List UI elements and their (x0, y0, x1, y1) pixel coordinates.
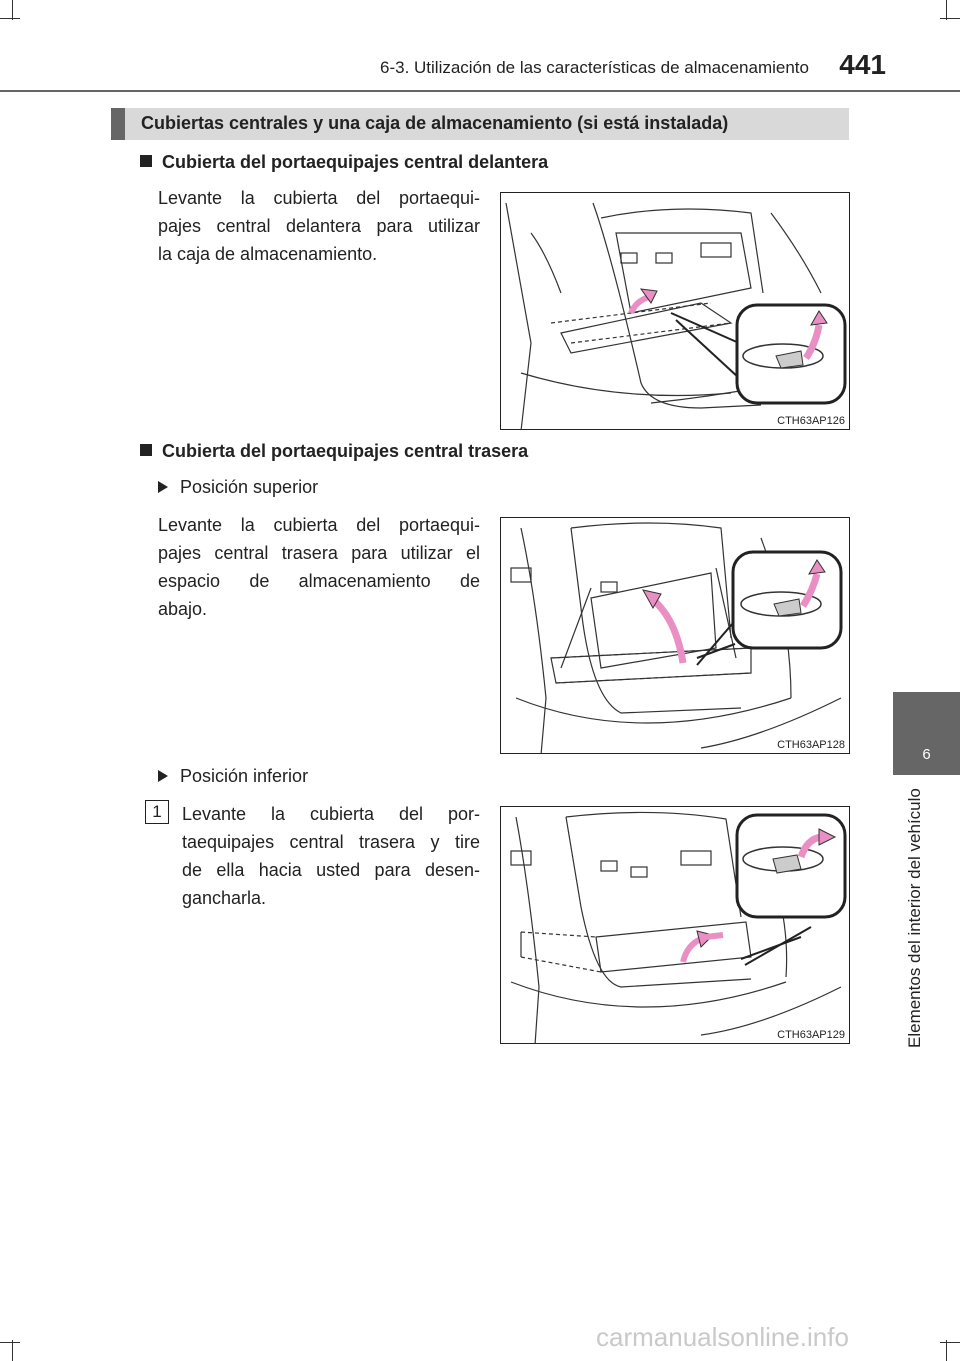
crop-mark (940, 18, 960, 19)
subsection-title: Posición inferior (158, 766, 308, 787)
crop-mark (940, 1342, 960, 1343)
section-heading: Cubierta del portaequipajes central delantera (140, 152, 548, 173)
chapter-number: 6 (922, 746, 931, 763)
section-heading: Cubierta del portaequipajes central trasera (140, 441, 528, 462)
figure-code: CTH63AP126 (777, 415, 845, 427)
banner-title: Cubiertas centrales y una caja de almacenamiento (si está instalada) (141, 113, 729, 133)
crop-mark (0, 1342, 20, 1343)
crop-mark (0, 18, 20, 19)
section-header: 6-3. Utilización de las características de almacenamiento (380, 58, 809, 77)
chapter-title: Elementos del interior del vehículo (905, 788, 924, 1048)
crop-mark (946, 0, 947, 20)
crop-mark (946, 1340, 947, 1361)
triangle-bullet-icon (158, 481, 168, 493)
topic-banner (111, 108, 849, 140)
illustration-rear-cover-lower (500, 806, 850, 1044)
illustration-rear-cover-upper (500, 517, 850, 754)
chapter-tab (893, 692, 960, 775)
instruction-text: Levante la cubierta del por- taequipajes central trasera y tire de ella hacia usted para desen- gancharla. (182, 804, 480, 908)
figure-code: CTH63AP128 (777, 739, 845, 751)
subsection-title: Posición superior (158, 477, 318, 498)
step-number-badge: 1 (145, 800, 169, 824)
triangle-bullet-icon (158, 770, 168, 782)
watermark: carmanualsonline.info (596, 1322, 849, 1352)
figure-code: CTH63AP129 (777, 1029, 845, 1041)
crop-mark (12, 0, 13, 20)
crop-mark (12, 1340, 13, 1361)
square-bullet-icon (140, 155, 152, 167)
square-bullet-icon (140, 444, 152, 456)
illustration-front-cover (500, 192, 850, 430)
instruction-text: Levante la cubierta del portaequi- pajes central delantera para utilizar la caja de almacenamiento. (158, 188, 480, 264)
cargo-cover-illustration (501, 518, 850, 754)
instruction-text: Levante la cubierta del portaequi- pajes central trasera para utilizar el espacio de almacenamiento de abajo. (158, 515, 480, 619)
cargo-cover-illustration (501, 193, 850, 430)
cargo-cover-illustration (501, 807, 850, 1044)
inset-detail-circle (733, 552, 841, 648)
header-rule (0, 90, 960, 92)
page-number: 441 (839, 49, 886, 80)
